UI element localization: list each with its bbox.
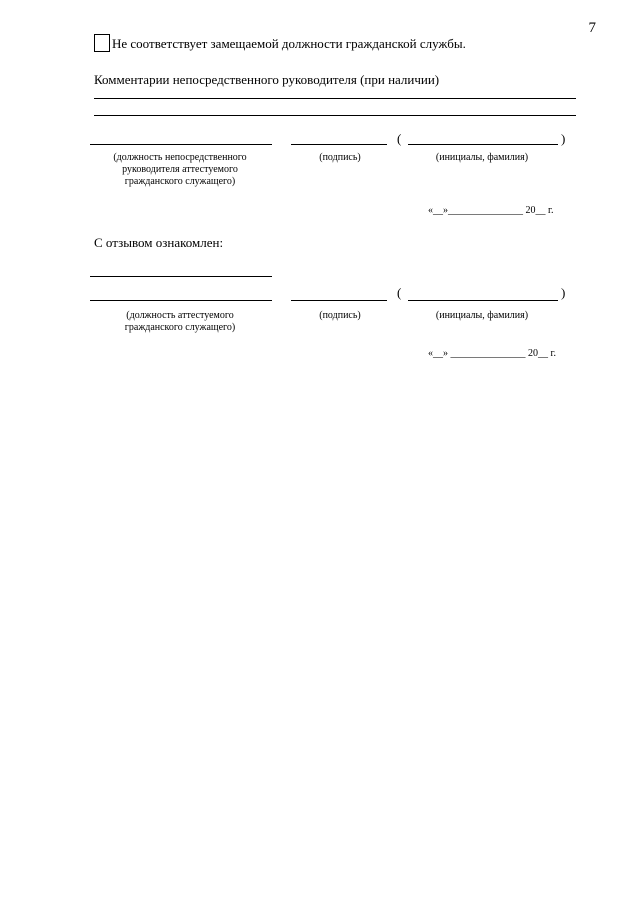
acquainted-date: «__» _______________ 20__ г.: [428, 348, 556, 359]
not-corresponding-label: Не соответствует замещаемой должности гражданской службы.: [112, 36, 466, 51]
acquainted-name-line[interactable]: [408, 300, 558, 301]
acquainted-position-line[interactable]: [90, 300, 272, 301]
acquainted-position-caption: (должность аттестуемого гражданского служащего): [124, 310, 236, 333]
acquainted-title: С отзывом ознакомлен:: [94, 235, 224, 250]
supervisor-date: «__»_______________ 20__ г.: [428, 205, 554, 216]
supervisor-signature-caption: (подпись): [319, 152, 361, 163]
comments-line-1[interactable]: [94, 98, 576, 99]
supervisor-signature-line[interactable]: [291, 144, 387, 145]
supervisor-name-close-paren: ): [561, 131, 566, 146]
acquainted-extra-line[interactable]: [90, 276, 272, 277]
not-corresponding-checkbox[interactable]: [94, 34, 110, 52]
supervisor-name-open-paren: (: [397, 131, 402, 146]
comments-title: Комментарии непосредственного руководителя (при наличии): [94, 72, 440, 87]
comments-line-2[interactable]: [94, 115, 576, 116]
supervisor-name-line[interactable]: [408, 144, 558, 145]
acquainted-name-open-paren: (: [397, 285, 402, 300]
acquainted-signature-caption: (подпись): [319, 310, 361, 321]
supervisor-position-caption: (должность непосредственного руководителя аттестуемого гражданского служащего): [113, 152, 247, 187]
supervisor-name-caption: (инициалы, фамилия): [435, 152, 529, 163]
supervisor-position-line[interactable]: [90, 144, 272, 145]
page-number: 7: [588, 20, 596, 36]
acquainted-name-close-paren: ): [561, 285, 566, 300]
acquainted-signature-line[interactable]: [291, 300, 387, 301]
acquainted-name-caption: (инициалы, фамилия): [435, 310, 529, 321]
